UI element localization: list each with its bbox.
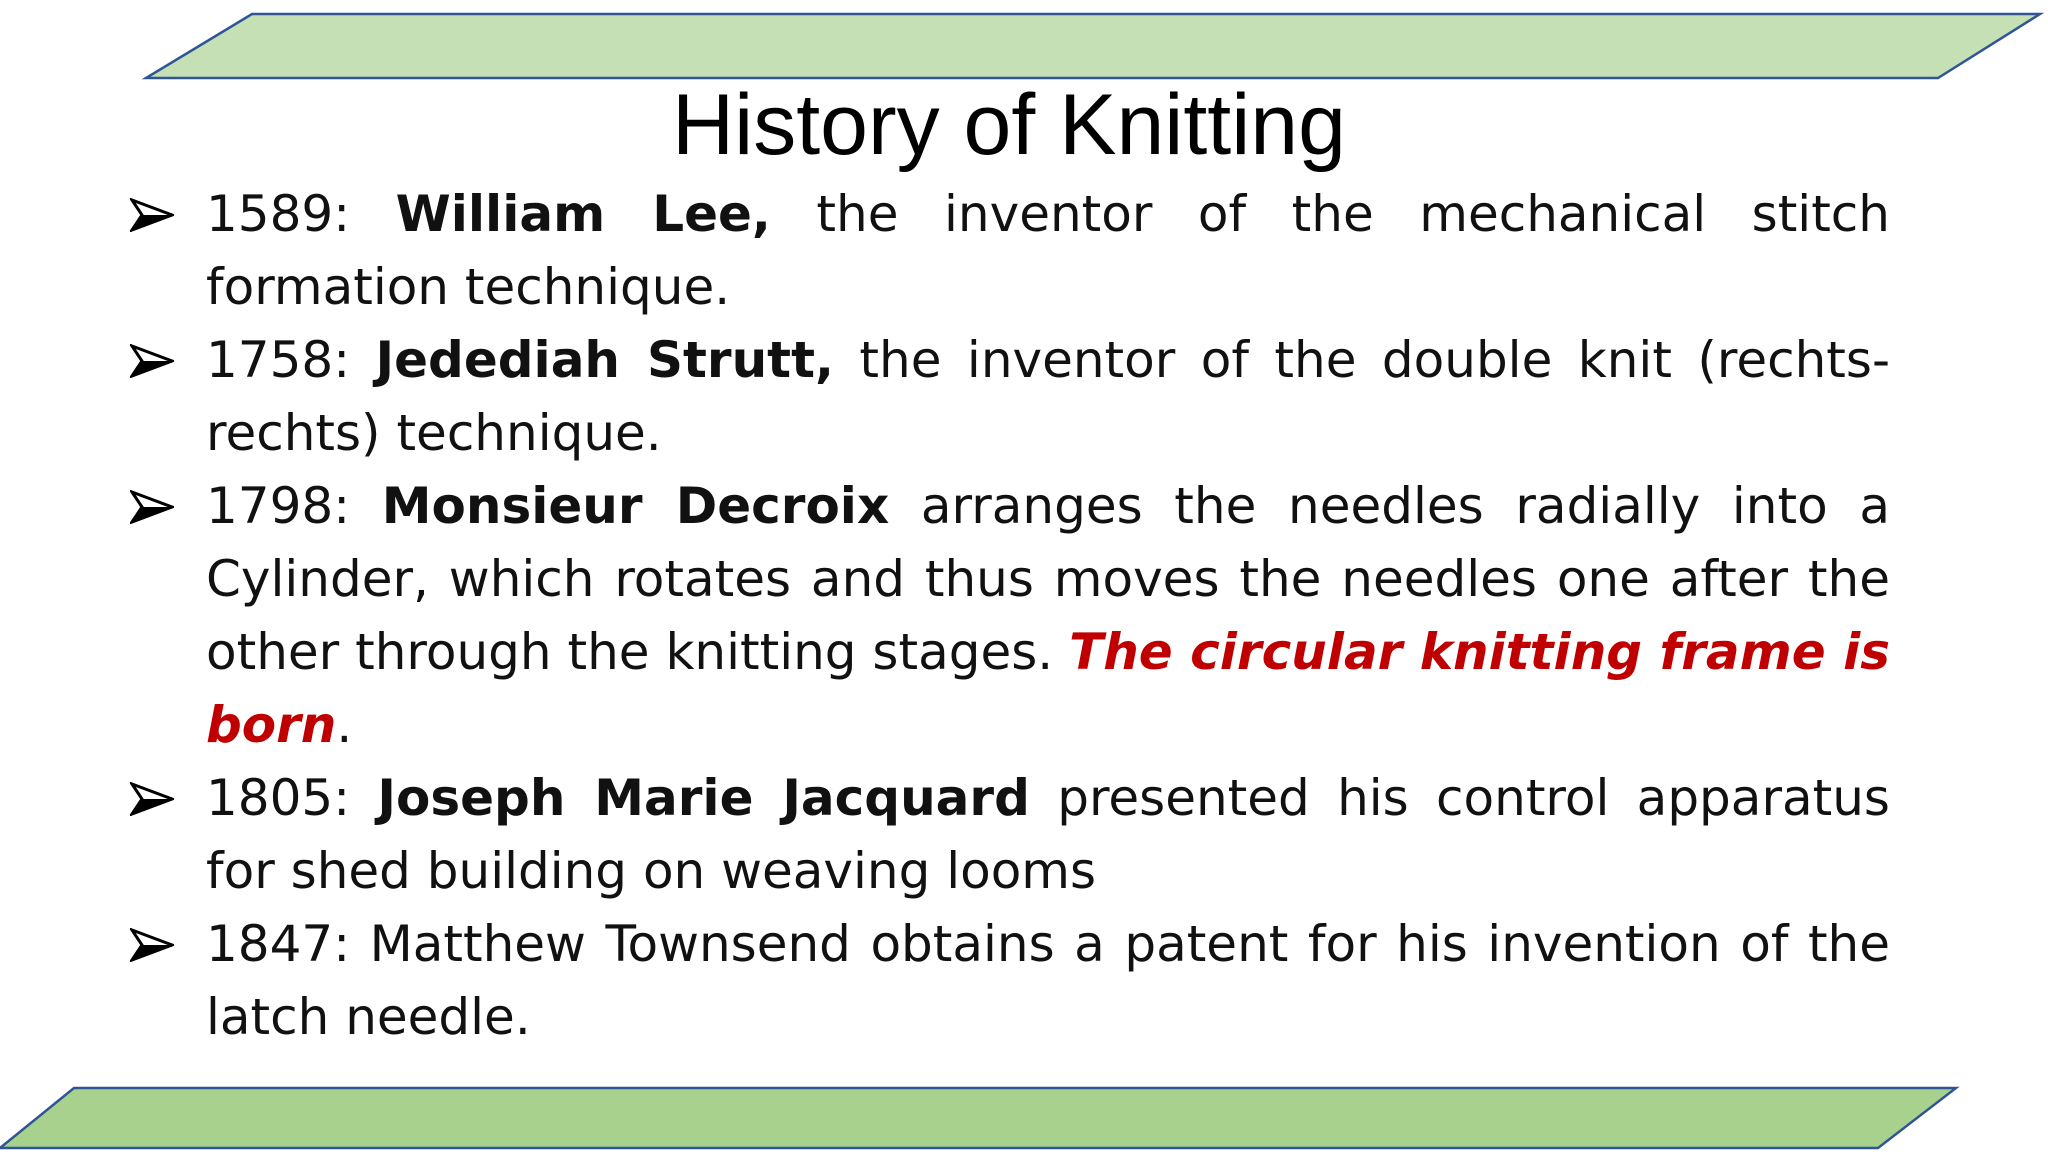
item-tail: . [336, 696, 353, 754]
arrowhead-bullet-icon [130, 198, 174, 232]
item-person: Monsieur Decroix [381, 477, 890, 535]
item-year: 1758: [206, 331, 376, 389]
item-text: arranges the needles radially into a Cylinder, which rotates and thus moves the needles one after the other through the knitting stages. [206, 477, 1890, 681]
item-text: presented his control apparatus for shed building on weaving looms [206, 769, 1890, 900]
list-item [130, 324, 1890, 470]
arrowhead-bullet-icon [130, 782, 174, 816]
item-text: the inventor of the mechanical stitch formation technique. [206, 185, 1890, 316]
timeline-list [130, 178, 1890, 1054]
arrowhead-bullet-icon [130, 490, 174, 524]
arrowhead-bullet-icon [130, 928, 174, 962]
top-band-parallelogram [146, 14, 2040, 78]
bottom-band-parallelogram [0, 1088, 1956, 1148]
slide-title: History of Knitting [672, 77, 1346, 173]
item-year: 1805: [206, 769, 378, 827]
item-year: 1589: [206, 185, 396, 243]
item-highlight: The circular knitting frame is born [206, 623, 1890, 754]
item-text: the inventor of the double knit (rechts-rechts) technique. [206, 331, 1890, 462]
arrowhead-bullet-icon [130, 344, 174, 378]
item-year: 1798: [206, 477, 382, 535]
item-person: Joseph Marie Jacquard [377, 769, 1030, 827]
list-item [130, 762, 1890, 908]
list-item [130, 178, 1890, 324]
list-item [130, 908, 1890, 1054]
item-person: William Lee, [395, 185, 771, 243]
list-item [130, 470, 1890, 762]
item-text: 1847: Matthew Townsend obtains a patent for his invention of the latch needle. [206, 915, 1890, 1046]
item-person: Jedediah Strutt, [375, 331, 834, 389]
